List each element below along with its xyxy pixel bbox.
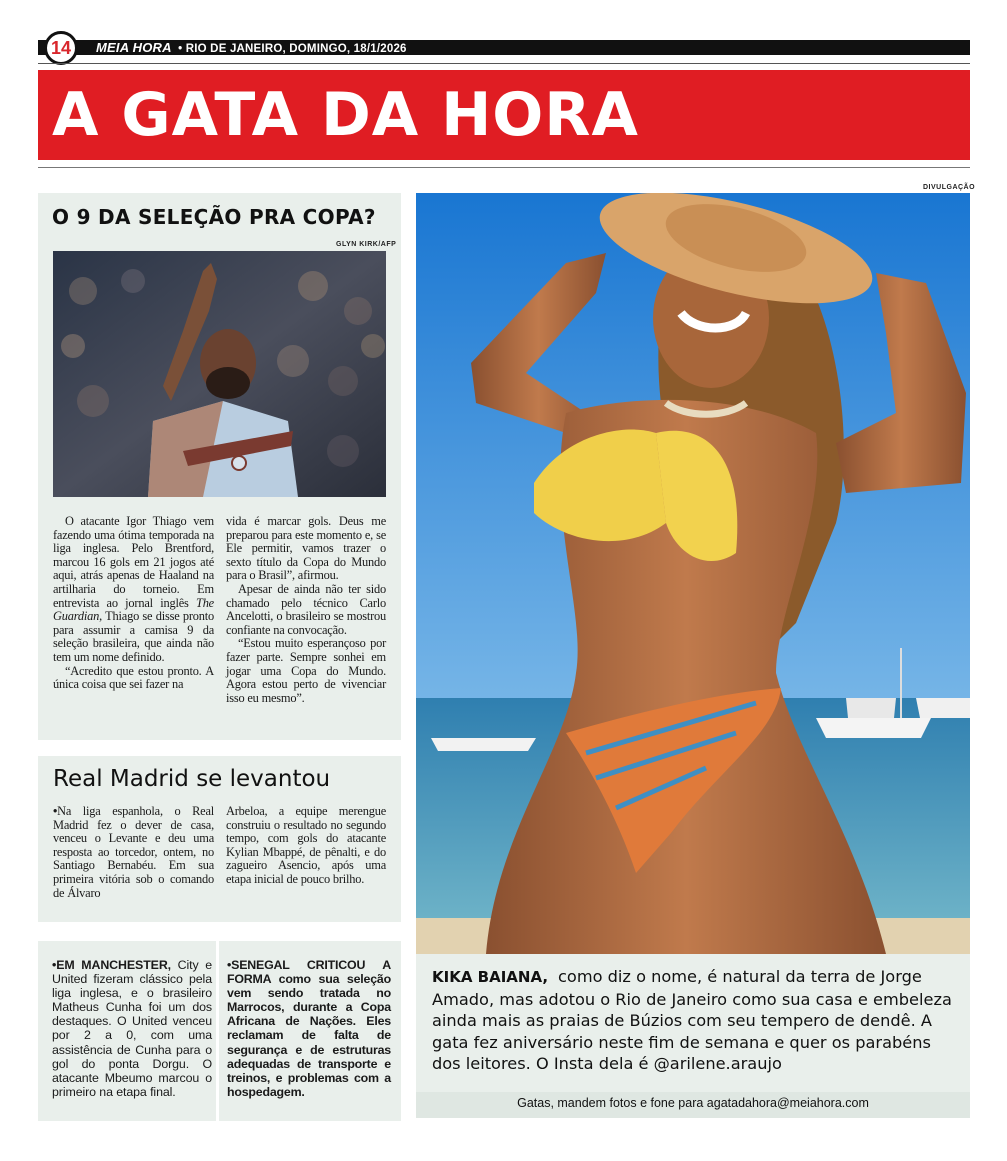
story-copa-col1 bbox=[53, 515, 214, 692]
section-title: A GATA DA HORA bbox=[52, 80, 639, 150]
story-copa-paragraph: vida é marcar gols. Deus me preparou para este momento e, se Ele permitir, vamos trazer o sexto título da Copa do Mundo para o Brasil”, afirmou. bbox=[226, 514, 386, 583]
story-copa-paragraph bbox=[53, 515, 214, 665]
text-run: Na liga espanhola, o Real Madrid fez o dever de casa, venceu o Levante e deu uma resposta ao torcedor, ontem, no Santiago Bernabéu. Em sua primeira vitória sob o comando de Álvaro bbox=[53, 804, 214, 900]
brief-text: City e United fizeram clássico pela liga inglesa, e o brasileiro Matheus Cunha foi um dos destaques. O United venceu por 2 a 0, com uma assistência de Cunha para o gol do ponta Dorgu. O atacante Mbeumo marcou o primeiro na etapa final. bbox=[52, 958, 212, 1099]
story-real-col1 bbox=[53, 805, 214, 900]
bullet-icon: • bbox=[227, 958, 232, 972]
photo-credit-feature: DIVULGAÇÃO bbox=[923, 184, 976, 191]
player-photo bbox=[53, 251, 386, 497]
brief-senegal bbox=[227, 958, 391, 1099]
brief-lead: SENEGAL CRITICOU A FORMA bbox=[227, 958, 391, 987]
divider bbox=[38, 167, 970, 168]
brief-lead: EM MANCHESTER, bbox=[56, 958, 172, 972]
header-rule bbox=[38, 63, 970, 64]
story-real-headline: Real Madrid se levantou bbox=[53, 766, 331, 792]
story-copa-col2 bbox=[226, 515, 386, 705]
story-real-paragraph bbox=[53, 805, 214, 900]
bullet-icon: • bbox=[52, 958, 57, 972]
newspaper-name: The Guardian bbox=[53, 595, 214, 624]
model-name: KIKA BAIANA, bbox=[432, 968, 549, 986]
feature-caption bbox=[432, 966, 960, 1075]
brand-name: MEIA HORA bbox=[96, 40, 172, 55]
dateline-text: • RIO DE JANEIRO, DOMINGO, 18/1/2026 bbox=[178, 43, 407, 55]
brief-manchester bbox=[52, 958, 212, 1099]
story-copa-headline: O 9 DA SELEÇÃO PRA COPA? bbox=[52, 205, 376, 229]
feature-photo bbox=[416, 193, 970, 954]
bullet-icon: • bbox=[53, 804, 58, 818]
dateline bbox=[96, 40, 407, 55]
story-copa-paragraph: “Estou muito esperançoso por fazer parte. Sempre sonhei em jogar uma Copa do Mundo. Agora estou perto de vivenciar isso eu mesmo”. bbox=[226, 636, 386, 705]
brief-text: como sua seleção vem sendo tratada no Marrocos, durante a Copa Africana de Nações. Eles reclamam de falta de segurança e de estruturas adequadas de transporte e treinos, e problemas com a hospedagem. bbox=[227, 972, 391, 1099]
photo-credit-player: GLYN KIRK/AFP bbox=[336, 241, 397, 248]
story-real-paragraph: Arbeloa, a equipe merengue construiu o resultado no segundo tempo, com gols do atacante Kylian Mbappé, de pênalti, e do zagueiro Asencio, após uma etapa inicial de pouco brilho. bbox=[226, 804, 386, 886]
text-run: , Thiago se disse pronto para assumir a camisa 9 da seleção brasileira, que ainda não tem um nome definido. bbox=[53, 609, 214, 664]
submission-note: Gatas, mandem fotos e fone para agatadahora@meiahora.com bbox=[517, 1096, 869, 1110]
story-copa-paragraph: “Acredito que estou pronto. A única coisa que sei fazer na bbox=[53, 663, 214, 692]
caption-text: como diz o nome, é natural da terra de Jorge Amado, mas adotou o Rio de Janeiro como sua casa e embeleza ainda mais as praias de Búzios com seu tempero de dendê. A gata fez aniversário neste fim de semana e quer os parabéns dos leitores. O Insta dela é @arilene.araujo bbox=[432, 967, 952, 1074]
text-run: O atacante Igor Thiago vem fazendo uma ótima temporada na liga inglesa. Pelo Brentford, marcou 16 gols em 21 jogos até aqui, atrás apenas de Haaland na artilharia do torneio. Em entrevista ao jornal inglês bbox=[53, 514, 214, 610]
story-copa-paragraph: Apesar de ainda não ter sido chamado pelo técnico Carlo Ancelotti, o brasileiro se mostrou confiante na convocação. bbox=[226, 581, 386, 637]
page-number: 14 bbox=[44, 31, 78, 65]
story-real-col2 bbox=[226, 805, 386, 887]
